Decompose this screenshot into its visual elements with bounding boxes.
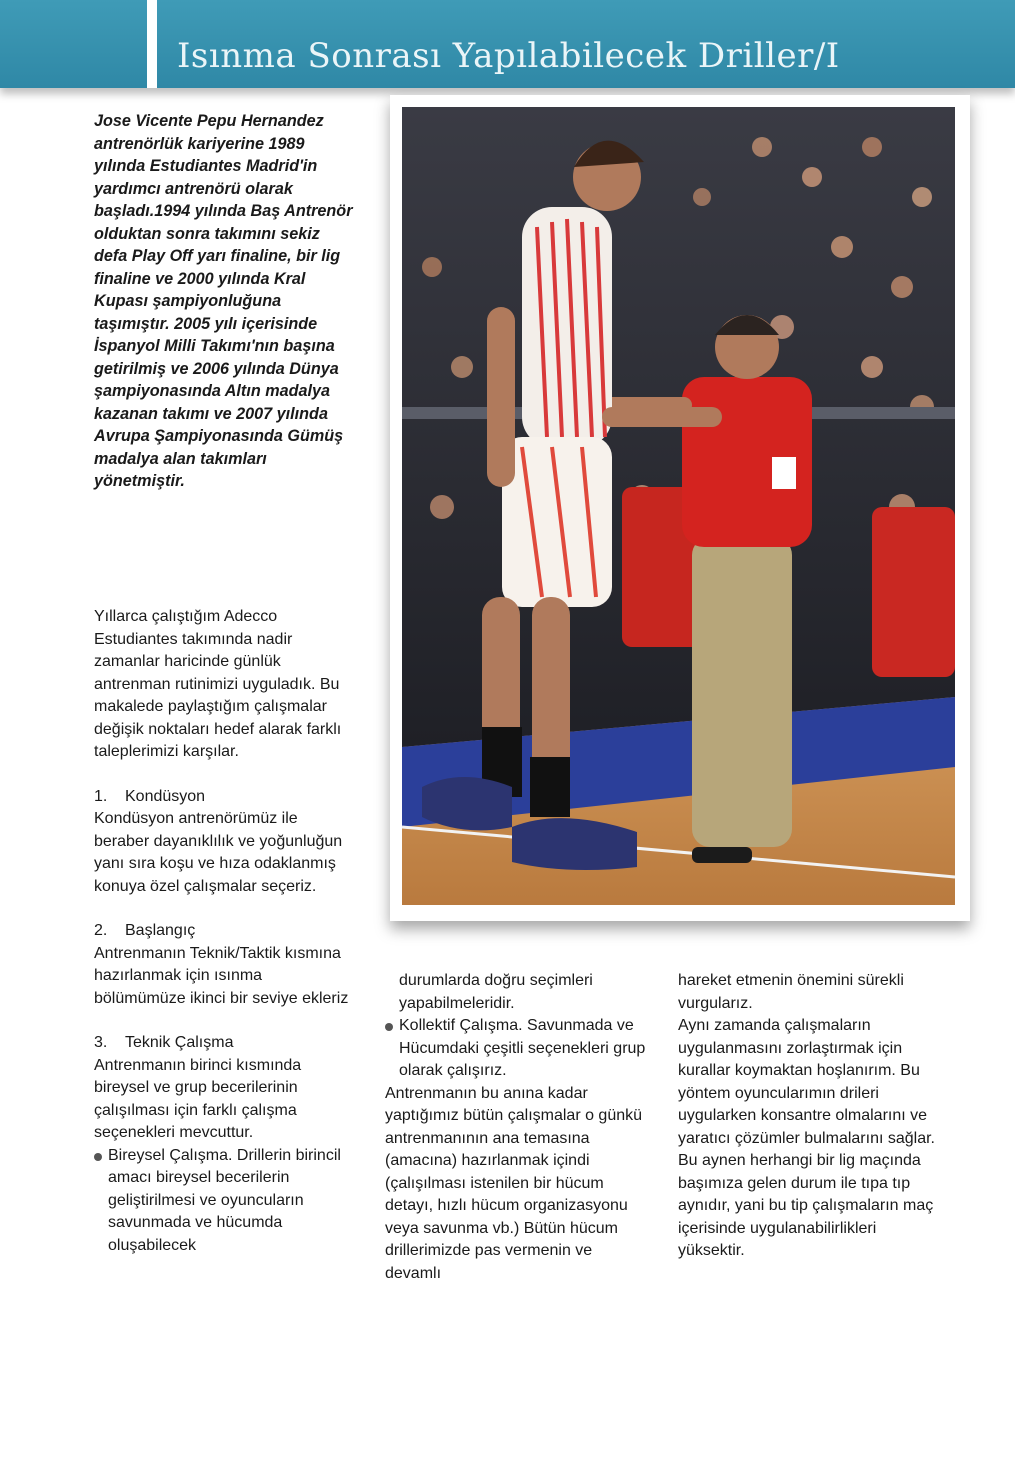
- basketball-photo: [402, 107, 955, 905]
- intro-paragraph: Yıllarca çalıştığım Adecco Estudiantes takımında nadir zamanlar haricinde günlük antrenman rutinimizi uyguladık. Bu makalede paylaştığım çalışmalar değişik noktaları hedef alarak farklı taleplerimizi karşılar.: [94, 608, 342, 760]
- bullet-item: Kollektif Çalışma. Savunmada ve Hücumdaki çeşitli seçenekleri grup olarak çalışırız.: [385, 1015, 650, 1083]
- section-teknik: [94, 1032, 356, 1257]
- intro-bio: Jose Vicente Pepu Hernandez antrenörlük kariyerine 1989 yılında Estudiantes Madrid'in yardımcı antrenörü olarak başladı.1994 yılında Baş Antrenör olduktan sonra takımını sekiz defa Play Off yarı finaline, bir lig finaline ve 2000 yılında Kral Kupası şampiyonluğuna taşımıştır. 2005 yılı içerisinde İspanyol Milli Takımı'nın başına getirilmiş ve 2006 yılında Dünya şampiyonasında Altın madalya kazanan takımı ve 2007 yılında Avrupa Şampiyonasında Gümüş madalya alan takımları yönetmiştir.: [94, 112, 353, 490]
- section-text: Antrenmanın Teknik/Taktik kısmına hazırlanmak için ısınma bölümümüze ikinci bir seviye ekleriz: [94, 944, 349, 1007]
- section-heading: 2. Başlangıç: [94, 922, 196, 939]
- section-text: Kondüsyon antrenörümüz ile beraber dayanıklılık ve yoğunluğun yanı sıra koşu ve hıza odaklanmış konuya özel çalışmalar seçeriz.: [94, 810, 343, 895]
- section-kondusyon: [94, 786, 356, 899]
- bullet-icon: [385, 1023, 393, 1031]
- column-1: [94, 606, 356, 1257]
- section-heading: 1. Kondüsyon: [94, 787, 206, 805]
- section-heading: 3. Teknik Çalışma: [94, 1034, 234, 1051]
- page-title: Isınma Sonrası Yapılabilecek Driller/I: [177, 36, 840, 76]
- column-2: [385, 970, 650, 1285]
- column-3: [678, 970, 940, 1263]
- photo-frame: [390, 95, 970, 921]
- bullet-item: Bireysel Çalışma. Drillerin birincil amacı bireysel becerilerin geliştirilmesi ve oyuncuların savunmada ve hücumda oluşabilecek: [94, 1145, 356, 1258]
- photo-illustration: [402, 107, 955, 905]
- body-paragraph: Antrenmanın bu anına kadar yaptığımız bütün çalışmalar o günkü antrenmanının ana temasına (amacına) hazırlanmak içindi (çalışılması istenilen bir hücum detayı, hızlı hücum organizasyonu veya savunma vb.) Bütün hücum drillerimizde pas vermenin ve devamlı: [385, 1084, 643, 1282]
- bullet-icon: [94, 1153, 102, 1161]
- continued-text: durumlarda doğru seçimleri yapabilmeleridir.: [399, 972, 593, 1012]
- section-baslangic: [94, 920, 356, 1010]
- section-text: Antrenmanın birinci kısmında bireysel ve grup becerilerinin çalışılması için farklı çalışma seçenekleri mevcuttur.: [94, 1056, 302, 1141]
- bench-person-red-2: [872, 507, 955, 677]
- body-paragraph: hareket etmenin önemini sürekli vurgularız.: [678, 972, 904, 1012]
- header-divider: [147, 0, 157, 88]
- body-paragraph: Aynı zamanda çalışmaların uygulanmasını zorlaştırmak için kurallar koymaktan hoşlanırım. Bu yöntem oyuncularımın drileri uygularken konsantre olmalarını ve yaratıcı çözümler bulmalarını sağlar. Bu aynen herhangi bir lig maçında başımıza gelen durum ile tıpa tıp aynıdır, yani bu tip çalışmaların maç içerisinde uygulanabilirlikleri yüksektir.: [678, 1017, 935, 1259]
